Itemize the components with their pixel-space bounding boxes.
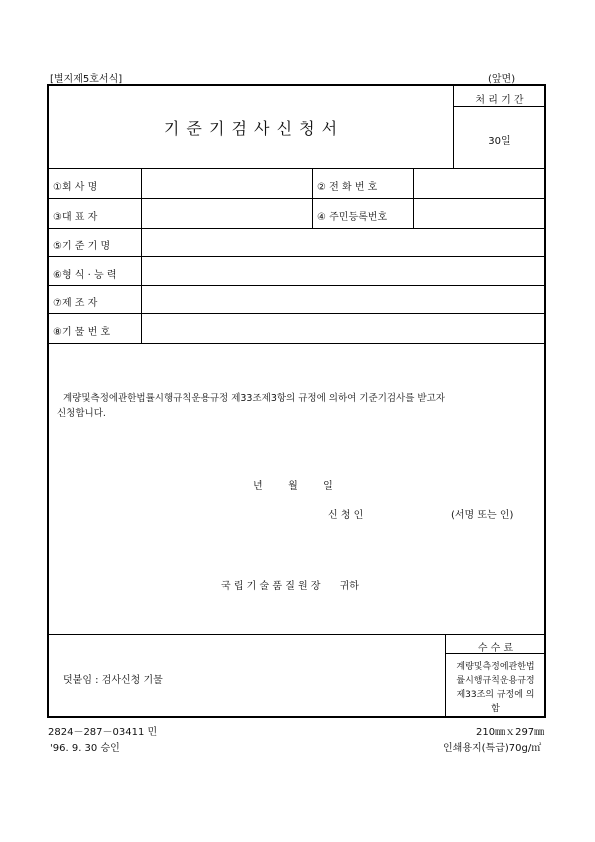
side-indicator: (앞면)	[488, 74, 516, 85]
standard-name-field[interactable]	[142, 229, 546, 256]
company-label: ①회 사 명	[53, 182, 98, 193]
company-field[interactable]	[142, 169, 312, 198]
representative-field[interactable]	[142, 199, 312, 228]
application-form	[47, 84, 546, 718]
model-capacity-label: ⑥형 식 · 능 력	[53, 270, 117, 281]
model-capacity-field[interactable]	[142, 257, 546, 285]
application-statement-end: 신청합니다.	[57, 408, 106, 419]
phone-label: ② 전 화 번 호	[317, 182, 378, 193]
fee-text-3: 제33조의 규정에 의	[456, 690, 535, 700]
approval-date: '96. 9. 30 승인	[50, 743, 120, 754]
phone-field[interactable]	[414, 169, 546, 198]
form-number: 2824－287－03411 민	[48, 727, 158, 738]
serial-number-field[interactable]	[142, 314, 546, 343]
form-title: 기 준 기 검 사 신 청 서	[163, 118, 339, 138]
title-area	[49, 86, 453, 168]
processing-period-value: 30일	[488, 136, 511, 147]
manufacturer-field[interactable]	[142, 286, 546, 313]
resident-number-field[interactable]	[414, 199, 546, 228]
serial-number-label: ⑧기 물 번 호	[53, 327, 111, 338]
standard-name-label: ⑤기 준 기 명	[53, 241, 111, 252]
processing-period-label: 처 리 기 간	[475, 95, 524, 106]
fee-text-4: 함	[491, 704, 500, 714]
resident-number-label: ④ 주민등록번호	[317, 212, 388, 223]
addressee: 국 립 기 술 품 질 원 장 귀하	[221, 581, 359, 592]
applicant-field[interactable]	[379, 502, 449, 518]
form-code: [별지제5호서식]	[50, 74, 123, 85]
paper-size: 210㎜ｘ297㎜	[476, 727, 545, 738]
applicant-label: 신 청 인	[328, 510, 364, 521]
date-line: 년 월 일	[253, 481, 333, 492]
application-statement: 계량및측정에관한법률시행규칙운용규정 제33조제3항의 규정에 의하여 기준기검사를 받고자	[63, 393, 445, 404]
fee-text-1: 계량및측정에관한법	[456, 662, 535, 672]
fee-label: 수 수 료	[477, 643, 514, 654]
fee-text-2: 률시행규칙운용규정	[456, 676, 535, 686]
manufacturer-label: ⑦제 조 자	[53, 298, 98, 309]
representative-label: ③대 표 자	[53, 212, 98, 223]
signature-note: (서명 또는 인)	[451, 510, 514, 521]
attachment-note: 덧붙임 : 검사신청 기물	[63, 675, 163, 686]
paper-spec: 인쇄용지(특급)70g/㎡	[443, 743, 542, 754]
